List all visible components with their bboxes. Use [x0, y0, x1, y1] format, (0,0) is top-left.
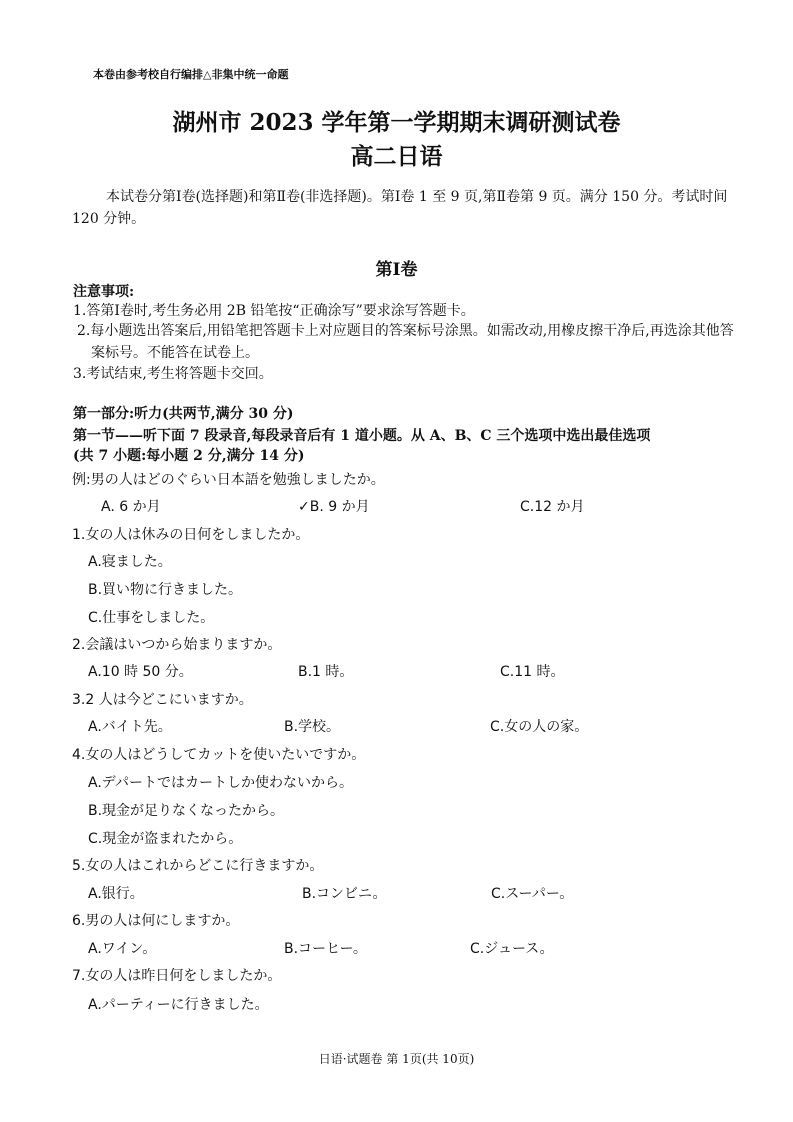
part-title: 第一部分:听力(共两节,满分 30 分): [73, 406, 294, 422]
question-6: 6.男の人は何にしますか。: [72, 913, 240, 929]
q5-option-a: A.银行。: [88, 886, 144, 902]
intro-paragraph: 本试卷分第Ⅰ卷(选择题)和第Ⅱ卷(非选择题)。第Ⅰ卷 1 至 9 页,第Ⅱ卷第 9 页。满分 150 分。考试时间 120 分钟。: [72, 189, 728, 227]
q6-option-c: C.ジュース。: [470, 941, 554, 957]
example-question: 例:男の人はどのぐらい日本語を勉強しましたか。: [72, 472, 385, 488]
q1-option-a: A.寝ました。: [88, 554, 172, 570]
q7-option-a: A.パーティーに行きました。: [88, 997, 269, 1013]
q3-option-c: C.女の人の家。: [490, 719, 589, 735]
example-option-b: ✓B. 9 か月: [298, 499, 370, 515]
q3-option-b: B.学校。: [284, 719, 341, 735]
example-option-a: A. 6 か月: [101, 499, 161, 515]
example-option-c: C.12 か月: [520, 499, 585, 515]
q1-option-c: C.仕事をしました。: [88, 610, 215, 626]
q6-option-b: B.コーヒー。: [284, 941, 367, 957]
page-footer: 日语·试题卷 第 1页(共 10页): [318, 1052, 475, 1066]
q2-option-c: C.11 時。: [500, 664, 565, 680]
question-7: 7.女の人は昨日何をしましたか。: [72, 968, 282, 984]
q5-option-b: B.コンビニ。: [302, 886, 387, 902]
subsection-scoring: (共 7 小题:每小题 2 分,满分 14 分): [73, 448, 305, 464]
header-note: 本卷由参考校自行编排△非集中统一命题: [93, 68, 289, 81]
q4-option-b: B.現金が足りなくなったから。: [88, 803, 285, 819]
q4-option-c: C.現金が盗まれたから。: [88, 831, 243, 847]
q5-option-c: C.スーパー。: [491, 886, 574, 902]
exam-subject-title: 高二日语: [350, 143, 443, 170]
question-3: 3.2 人は今どこにいますか。: [72, 692, 253, 708]
question-2: 2.会議はいつから始まりますか。: [72, 637, 282, 653]
question-5: 5.女の人はこれからどこに行きますか。: [72, 858, 324, 874]
question-4: 4.女の人はどうしてカットを使いたいですか。: [72, 747, 366, 763]
subsection-title: 第一节——听下面 7 段录音,每段录音后有 1 道小题。从 A、B、C 三个选项中选出最佳选项: [73, 428, 651, 444]
notice-item: 2.每小题选出答案后,用铅笔把答题卡上对应题目的答案标号涂黑。如需改动,用橡皮擦干净后,再选涂其他答案标号。不能答在试卷上。: [77, 323, 734, 361]
notice-item: 1.答第Ⅰ卷时,考生务必用 2B 铅笔按“正确涂写”要求涂写答题卡。: [73, 303, 475, 319]
exam-title: 湖州市 2023 学年第一学期期末调研测试卷: [172, 109, 621, 136]
notice-heading: 注意事项:: [73, 284, 135, 300]
volume-title: 第Ⅰ卷: [375, 260, 418, 280]
q2-option-b: B.1 時。: [298, 664, 354, 680]
q6-option-a: A.ワイン。: [88, 941, 157, 957]
q3-option-a: A.バイト先。: [88, 719, 172, 735]
q1-option-b: B.買い物に行きました。: [88, 582, 243, 598]
q4-option-a: A.デパートではカートしか使わないから。: [88, 775, 353, 791]
question-1: 1.女の人は休みの日何をしましたか。: [72, 527, 310, 543]
notice-item: 3.考试结束,考生将答题卡交回。: [73, 366, 273, 382]
q2-option-a: A.10 時 50 分。: [88, 664, 193, 680]
